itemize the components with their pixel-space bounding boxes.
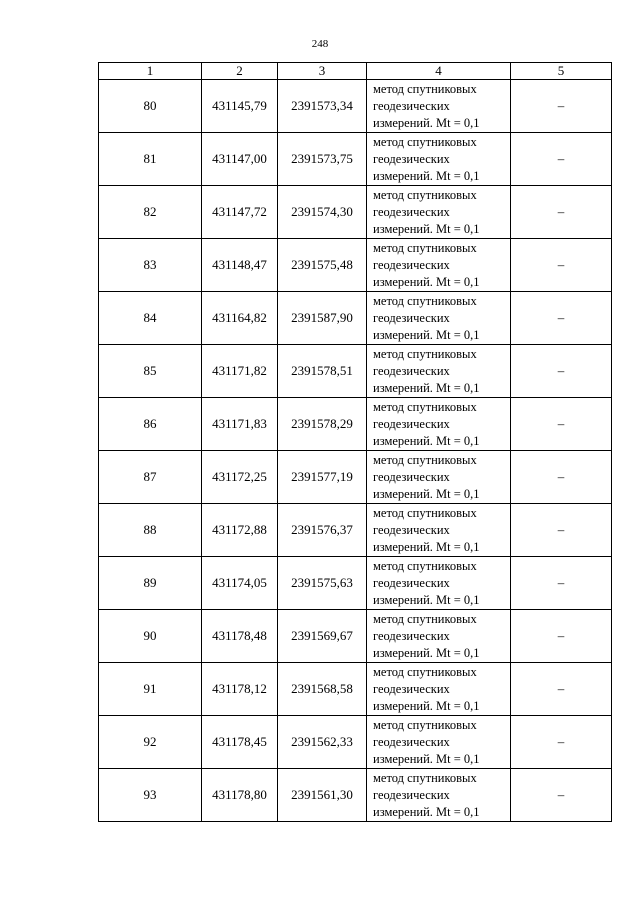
point-number-cell: 88: [99, 504, 202, 557]
note-cell: –: [511, 186, 612, 239]
method-cell: [367, 133, 511, 186]
note-cell: –: [511, 451, 612, 504]
note-cell: –: [511, 345, 612, 398]
method-line: геодезических: [373, 416, 450, 431]
method-line: измерений. Mt = 0,1: [373, 433, 480, 448]
method-line: измерений. Mt = 0,1: [373, 592, 480, 607]
method-line: измерений. Mt = 0,1: [373, 168, 480, 183]
method-cell: [367, 292, 511, 345]
note-cell: –: [511, 398, 612, 451]
method-line: метод спутниковых: [373, 293, 477, 308]
method-line: измерений. Mt = 0,1: [373, 327, 480, 342]
method-line: метод спутниковых: [373, 664, 477, 679]
table-body: [99, 80, 612, 822]
method-line: измерений. Mt = 0,1: [373, 221, 480, 236]
x-coordinate-cell: 431178,48: [202, 610, 278, 663]
method-cell: [367, 504, 511, 557]
x-coordinate-cell: 431172,25: [202, 451, 278, 504]
table-row: [99, 292, 612, 345]
method-cell: [367, 610, 511, 663]
method-line: метод спутниковых: [373, 505, 477, 520]
coordinates-table: [98, 62, 612, 822]
method-line: измерений. Mt = 0,1: [373, 486, 480, 501]
y-coordinate-cell: 2391575,63: [278, 557, 367, 610]
point-number-cell: 82: [99, 186, 202, 239]
point-number-cell: 83: [99, 239, 202, 292]
column-header-2: 2: [202, 63, 278, 80]
table-row: [99, 186, 612, 239]
method-cell: [367, 239, 511, 292]
table-row: [99, 239, 612, 292]
point-number-cell: 93: [99, 769, 202, 822]
method-line: геодезических: [373, 575, 450, 590]
point-number-cell: 80: [99, 80, 202, 133]
note-cell: –: [511, 557, 612, 610]
method-cell: [367, 663, 511, 716]
y-coordinate-cell: 2391575,48: [278, 239, 367, 292]
x-coordinate-cell: 431145,79: [202, 80, 278, 133]
method-line: метод спутниковых: [373, 399, 477, 414]
point-number-cell: 86: [99, 398, 202, 451]
method-line: геодезических: [373, 787, 450, 802]
table-row: [99, 451, 612, 504]
x-coordinate-cell: 431148,47: [202, 239, 278, 292]
method-line: метод спутниковых: [373, 187, 477, 202]
table-row: [99, 345, 612, 398]
method-line: геодезических: [373, 363, 450, 378]
note-cell: –: [511, 769, 612, 822]
column-header-3: 3: [278, 63, 367, 80]
column-header-4: 4: [367, 63, 511, 80]
table-row: [99, 610, 612, 663]
method-line: геодезических: [373, 469, 450, 484]
method-line: измерений. Mt = 0,1: [373, 751, 480, 766]
method-line: геодезических: [373, 522, 450, 537]
method-line: метод спутниковых: [373, 717, 477, 732]
method-line: геодезических: [373, 734, 450, 749]
y-coordinate-cell: 2391576,37: [278, 504, 367, 557]
x-coordinate-cell: 431172,88: [202, 504, 278, 557]
y-coordinate-cell: 2391573,34: [278, 80, 367, 133]
method-line: метод спутниковых: [373, 346, 477, 361]
note-cell: –: [511, 133, 612, 186]
method-line: метод спутниковых: [373, 558, 477, 573]
y-coordinate-cell: 2391577,19: [278, 451, 367, 504]
y-coordinate-cell: 2391578,51: [278, 345, 367, 398]
method-cell: [367, 345, 511, 398]
note-cell: –: [511, 716, 612, 769]
point-number-cell: 81: [99, 133, 202, 186]
point-number-cell: 87: [99, 451, 202, 504]
table-row: [99, 557, 612, 610]
x-coordinate-cell: 431171,82: [202, 345, 278, 398]
method-line: геодезических: [373, 681, 450, 696]
y-coordinate-cell: 2391573,75: [278, 133, 367, 186]
method-line: измерений. Mt = 0,1: [373, 804, 480, 819]
method-cell: [367, 716, 511, 769]
method-line: измерений. Mt = 0,1: [373, 274, 480, 289]
method-line: метод спутниковых: [373, 81, 477, 96]
y-coordinate-cell: 2391568,58: [278, 663, 367, 716]
x-coordinate-cell: 431164,82: [202, 292, 278, 345]
method-line: метод спутниковых: [373, 770, 477, 785]
x-coordinate-cell: 431178,12: [202, 663, 278, 716]
y-coordinate-cell: 2391574,30: [278, 186, 367, 239]
method-line: геодезических: [373, 151, 450, 166]
note-cell: –: [511, 292, 612, 345]
point-number-cell: 91: [99, 663, 202, 716]
note-cell: –: [511, 610, 612, 663]
method-line: измерений. Mt = 0,1: [373, 380, 480, 395]
method-line: геодезических: [373, 204, 450, 219]
method-line: метод спутниковых: [373, 134, 477, 149]
x-coordinate-cell: 431171,83: [202, 398, 278, 451]
x-coordinate-cell: 431147,00: [202, 133, 278, 186]
x-coordinate-cell: 431174,05: [202, 557, 278, 610]
method-cell: [367, 769, 511, 822]
point-number-cell: 89: [99, 557, 202, 610]
column-header-5: 5: [511, 63, 612, 80]
x-coordinate-cell: 431178,45: [202, 716, 278, 769]
table-row: [99, 716, 612, 769]
note-cell: –: [511, 239, 612, 292]
table-row: [99, 504, 612, 557]
table-row: [99, 133, 612, 186]
table-header-row: [99, 63, 612, 80]
point-number-cell: 85: [99, 345, 202, 398]
method-line: геодезических: [373, 257, 450, 272]
table-row: [99, 398, 612, 451]
method-line: геодезических: [373, 310, 450, 325]
note-cell: –: [511, 663, 612, 716]
method-cell: [367, 398, 511, 451]
method-line: измерений. Mt = 0,1: [373, 645, 480, 660]
y-coordinate-cell: 2391569,67: [278, 610, 367, 663]
y-coordinate-cell: 2391561,30: [278, 769, 367, 822]
y-coordinate-cell: 2391587,90: [278, 292, 367, 345]
point-number-cell: 90: [99, 610, 202, 663]
method-line: метод спутниковых: [373, 452, 477, 467]
method-cell: [367, 186, 511, 239]
point-number-cell: 84: [99, 292, 202, 345]
note-cell: –: [511, 80, 612, 133]
method-line: метод спутниковых: [373, 611, 477, 626]
point-number-cell: 92: [99, 716, 202, 769]
x-coordinate-cell: 431178,80: [202, 769, 278, 822]
method-line: измерений. Mt = 0,1: [373, 698, 480, 713]
method-cell: [367, 80, 511, 133]
y-coordinate-cell: 2391562,33: [278, 716, 367, 769]
method-cell: [367, 557, 511, 610]
method-line: измерений. Mt = 0,1: [373, 539, 480, 554]
column-header-1: 1: [99, 63, 202, 80]
method-line: геодезических: [373, 628, 450, 643]
y-coordinate-cell: 2391578,29: [278, 398, 367, 451]
method-line: измерений. Mt = 0,1: [373, 115, 480, 130]
note-cell: –: [511, 504, 612, 557]
page-number: 248: [311, 38, 329, 50]
table-row: [99, 663, 612, 716]
method-cell: [367, 451, 511, 504]
x-coordinate-cell: 431147,72: [202, 186, 278, 239]
table-row: [99, 769, 612, 822]
method-line: метод спутниковых: [373, 240, 477, 255]
table-row: [99, 80, 612, 133]
method-line: геодезических: [373, 98, 450, 113]
